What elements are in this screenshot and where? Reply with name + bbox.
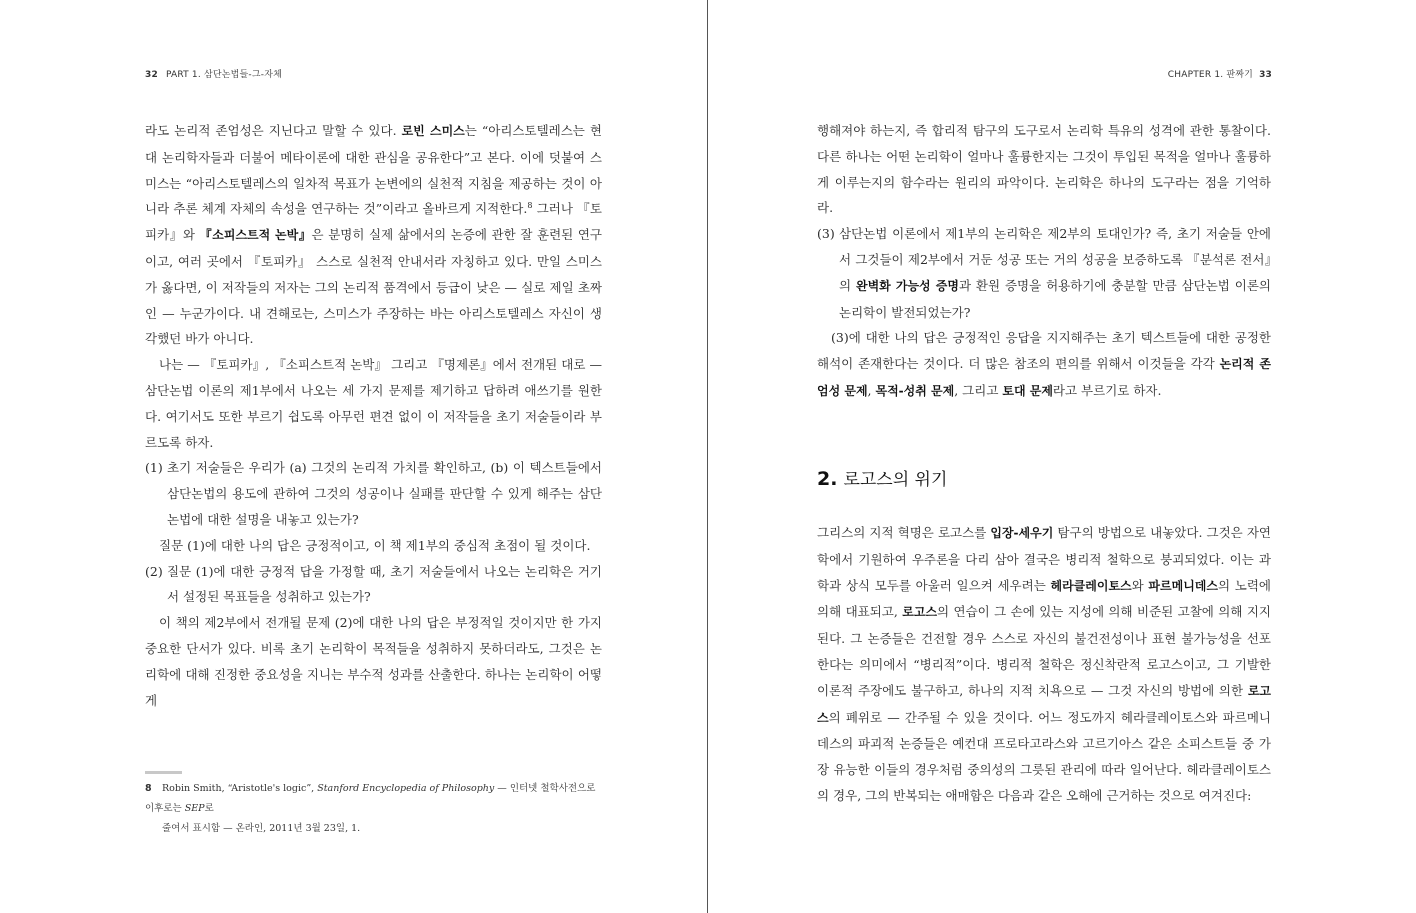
left-paragraph-3: 질문 (1)에 대한 나의 답은 긍정적이고, 이 책 제1부의 중심적 초점이 될 것이다.	[159, 537, 591, 553]
book-spine-divider	[707, 0, 708, 913]
footnote-abbr: SEP	[184, 803, 205, 814]
right-paragraph-3	[817, 520, 1271, 809]
text-run: 는 “아리스토텔레스는 현대 논리학자들과 더불어 메타이론에 대한 관심을 공유한다”고 본다. 이에 덧붙여 스미스는 “아리스토텔레스의 일차적 목표가 논변에의 실천적 지침을 제공하는 것이 아니라 추론 체계 자체의 속성을 연구하는 것”이라고 올바르게 지적한다.	[145, 123, 602, 217]
section-title: 로고스의 위기	[843, 470, 948, 490]
footnote-marker: 8	[527, 201, 533, 211]
right-body-text-top	[817, 118, 1271, 405]
bold-term: 토대 문제	[1002, 383, 1053, 398]
left-running-head	[145, 67, 282, 80]
right-page-number: 33	[1259, 70, 1272, 80]
footnote-line-2: 줄여서 표시함 — 온라인, 2011년 3월 23일, 1.	[162, 823, 361, 834]
text-run: 그러나 『토피카』와	[145, 201, 602, 243]
quote-question-2	[145, 559, 602, 611]
left-part-title: PART 1. 삼단논법들-그-자체	[165, 70, 282, 80]
text-run: , 그리고	[954, 382, 1003, 398]
bold-term: 목적-성취 문제	[875, 383, 955, 398]
bold-term: 파르메니데스	[1148, 578, 1218, 593]
left-paragraph-2: 나는 — 『토피카』, 『소피스트적 논박』 그리고 『명제론』에서 전개된 대로 — 삼단논법 이론의 제1부에서 나오는 세 가지 문제를 제기하고 답하려 애쓰기를 원한다. 여기서도 또한 부르기 쉽도록 아무런 편견 없이 이 저작들을 초기 저술들이라 부르도록 하자.	[145, 357, 602, 450]
text-run: (3)에 대한 나의 답은 긍정적인 응답을 지지해주는 초기 텍스트들에 대한 공정한 해석이 존재한다는 것이다. 더 많은 참조의 편의를 위해서 이것들을 각각	[817, 330, 1271, 372]
left-paragraph-4: 이 책의 제2부에서 전개될 문제 (2)에 대한 나의 답은 부정적일 것이지만 한 가지 중요한 단서가 있다. 비록 초기 논리학이 목적들을 성취하지 못하더라도, 그것은 논리학에 대해 진정한 중요성을 지니는 부수적 성과를 산출한다. 하나는 논리학이 어떻게	[145, 615, 602, 708]
bold-term: 로고스	[902, 605, 938, 620]
text-run: 와	[1131, 577, 1149, 593]
left-page-number: 32	[145, 70, 158, 80]
footnote	[145, 779, 602, 839]
bold-term: 논리적 존엄성 문제	[817, 357, 1271, 398]
footnote-rule	[145, 771, 182, 774]
quote-question-1	[145, 455, 602, 532]
quote-1-text: 초기 저술들은 우리가 (a) 그것의 논리적 가치를 확인하고, (b) 이 텍스트들에서 삼단논법의 용도에 관하여 그것의 성공이나 실패를 판단할 수 있게 해주는 삼단논법에 대한 설명을 내놓고 있는가?	[167, 460, 602, 527]
bold-term: 헤라클레이토스	[1050, 578, 1132, 593]
text-run: 의 노력에 의해 대표되고,	[817, 577, 1271, 620]
text-run: 탐구의 방법으로 내놓았다. 그것은 자연학에서 기원하여 우주론을 다리 삼아 결국은 병리적 철학으로 붕괴되었다. 이는 과학과 상식 모두를 아울러 일으켜 세우려는	[817, 525, 1271, 593]
footnote-mid: — 인터넷 철학사전으로 이후로는	[145, 783, 596, 814]
quote-2-text: 질문 (1)에 대한 긍정적 답을 가정할 때, 초기 저술들에서 나오는 논리학은 거기서 설정된 목표들을 성취하고 있는가?	[167, 563, 602, 605]
section-heading	[817, 465, 947, 490]
text-run: ,	[867, 382, 876, 398]
text-run: 과 환원 증명을 허용하기에 충분할 만큼 삼단논법 이론의 논리학이 발전되었는가?	[839, 277, 1271, 320]
right-page	[709, 0, 1416, 913]
quote-number: (3)	[817, 226, 835, 242]
right-paragraph-2	[817, 325, 1271, 404]
bold-term: 완벽화 가능성 증명	[855, 278, 959, 293]
text-run: 은 분명히 실제 삶에서의 논증에 관한 잘 훈련된 연구이고, 여러 곳에서 『토피카』 스스로 실천적 안내서라 자칭하고 있다. 만일 스미스가 옳다면, 이 저작들의 저자는 그의 논리적 품격에서 등급이 낮은 — 실로 제일 초짜인 — 누군가이다. 내 견해로는, 스미스가 주장하는 바는 아리스토텔레스 자신이 생각했던 바가 아니다.	[145, 227, 602, 347]
right-chapter-title: CHAPTER 1. 판짜기	[1167, 70, 1254, 80]
text-run: 삼단논법 이론에서 제1부의 논리학은 제2부의 토대인가? 즉, 초기 저술들 안에서 그것들이 제2부에서 거둔 성공 또는 거의 성공을 보증하도록 『분석론 전서』의	[839, 226, 1271, 293]
footnote-author: Robin Smith, “Aristotle's logic”,	[162, 783, 318, 794]
text-run: 라도 논리적 존엄성은 지닌다고 말할 수 있다.	[145, 123, 402, 138]
left-paragraph-1	[145, 118, 602, 352]
quote-2-number: (2)	[145, 563, 163, 579]
footnote-work-title: Stanford Encyclopedia of Philosophy	[317, 783, 495, 794]
bold-term: 로고스	[817, 683, 1271, 725]
right-body-text-bottom	[817, 520, 1271, 809]
right-running-head	[1168, 67, 1272, 80]
bold-term: 로빈 스미스	[401, 124, 465, 138]
right-paragraph-1: 행해져야 하는지, 즉 합리적 탐구의 도구로서 논리학 특유의 성격에 관한 통찰이다. 다른 하나는 어떤 논리학이 얼마나 훌륭한지는 그것이 투입된 목적을 얼마나 훌륭하게 이루는지의 함수라는 원리의 파악이다. 논리학은 하나의 도구라는 점을 기억하라.	[817, 123, 1271, 216]
footnote-tail: 로	[204, 803, 214, 814]
footnote-number: 8	[145, 783, 152, 794]
bold-term: 『소피스트적 논박』	[199, 228, 312, 243]
left-body-text	[145, 118, 602, 713]
quote-1-number: (1)	[145, 460, 163, 476]
text-run: 라고 부르기로 하자.	[1052, 382, 1162, 398]
quote-question-3	[817, 221, 1271, 325]
text-run: 의 폐위로 — 간주될 수 있을 것이다. 어느 정도까지 헤라클레이토스와 파르메니데스의 파괴적 논증들은 예컨대 프로타고라스와 고르기아스 같은 소피스트들 중 가장 유능한 이들의 경우처럼 중의성의 그릇된 관리에 따라 일어난다. 헤라클레이토스의 경우, 그의 반복되는 애매함은 다음과 같은 오해에 근거하는 것으로 여겨진다:	[817, 709, 1271, 803]
bold-term: 입장-세우기	[990, 526, 1054, 540]
text-run: 그리스의 지적 혁명은 로고스를	[817, 525, 991, 540]
text-run: 의 연습이 그 손에 있는 지성에 의해 비준된 고찰에 의해 지지된다. 그 논증들은 건전할 경우 스스로 자신의 불건전성이나 표현 불가능성을 선포한다는 의미에서 “병리적”이다. 병리적 철학은 정신착란적 로고스이고, 그 기발한 이론적 주장에도 불구하고, 하나의 지적 치욕으로 — 그것 자신의 방법에 의한	[817, 604, 1271, 698]
section-number: 2.	[817, 468, 838, 490]
